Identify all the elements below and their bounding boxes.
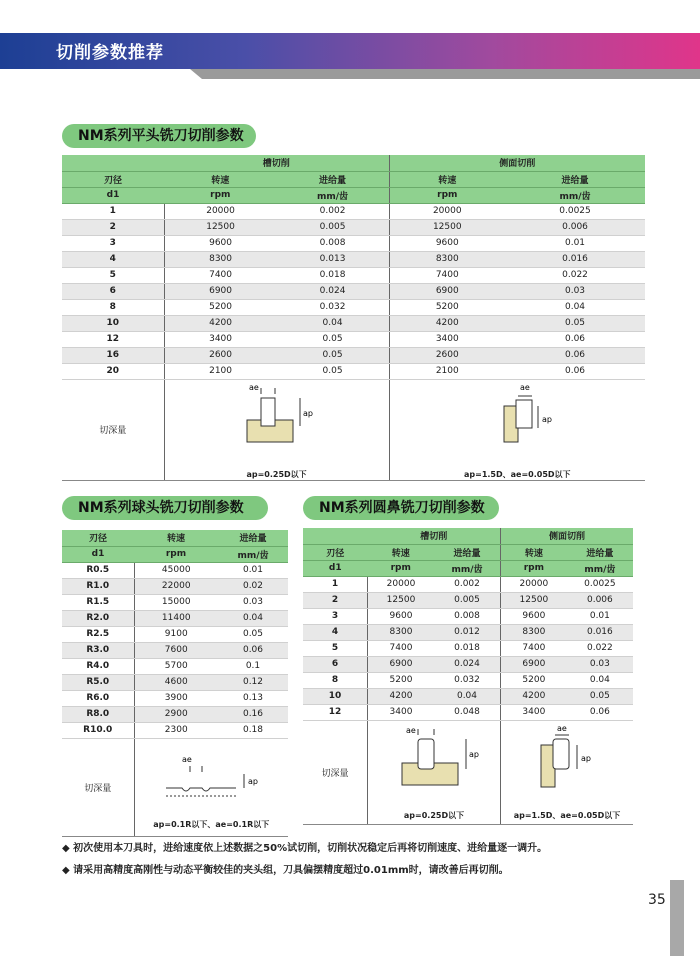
flat-diameter-cell: 12 xyxy=(62,331,164,347)
flat-value-cell: 3400 xyxy=(164,331,277,347)
ball-table-row xyxy=(62,594,288,610)
corner-col-feed-2: 进给量 xyxy=(567,544,633,560)
corner-value-cell: 5200 xyxy=(368,672,435,688)
corner-side-caption: ap=1.5D、ae=0.05D以下 xyxy=(513,811,621,820)
flat-value-cell: 0.0025 xyxy=(505,203,645,219)
corner-group-side: 侧面切削 xyxy=(501,528,634,544)
svg-text:ae: ae xyxy=(406,726,416,735)
svg-text:ap: ap xyxy=(542,414,553,424)
ball-diameter-cell: R2.5 xyxy=(62,626,134,642)
corner-value-cell: 4200 xyxy=(501,688,567,704)
ball-table-row xyxy=(62,642,288,658)
corner-depth-label: 切深量 xyxy=(303,720,368,824)
flat-value-cell: 0.032 xyxy=(277,299,390,315)
ball-diameter-cell: R8.0 xyxy=(62,706,134,722)
corner-col-feed-unit-2: mm/齿 xyxy=(567,560,633,576)
corner-value-cell: 12500 xyxy=(501,592,567,608)
flat-col-dia: 刃径 xyxy=(62,171,164,187)
svg-text:ap: ap xyxy=(469,750,479,759)
flat-value-cell: 4200 xyxy=(389,315,505,331)
ball-diameter-cell: R1.5 xyxy=(62,594,134,610)
svg-text:ap: ap xyxy=(302,408,313,418)
ball-value-cell: 2300 xyxy=(134,722,218,738)
flat-diameter-cell: 5 xyxy=(62,267,164,283)
corner-diameter-cell: 12 xyxy=(303,704,368,720)
corner-value-cell: 12500 xyxy=(368,592,435,608)
flat-col-speed-unit: rpm xyxy=(164,187,277,203)
corner-table-row xyxy=(303,688,633,704)
ball-col-dia: 刃径 xyxy=(62,530,134,546)
svg-text:ap: ap xyxy=(581,754,591,763)
corner-value-cell: 0.04 xyxy=(434,688,501,704)
flat-value-cell: 0.016 xyxy=(505,251,645,267)
ball-col-speed: 转速 xyxy=(134,530,218,546)
ball-value-cell: 0.13 xyxy=(218,690,288,706)
corner-value-cell: 0.008 xyxy=(434,608,501,624)
corner-col-speed: 转速 xyxy=(368,544,435,560)
flat-diameter-cell: 16 xyxy=(62,347,164,363)
flat-value-cell: 7400 xyxy=(389,267,505,283)
corner-value-cell: 6900 xyxy=(501,656,567,672)
flat-diameter-cell: 10 xyxy=(62,315,164,331)
ball-diameter-cell: R2.0 xyxy=(62,610,134,626)
flat-diameter-cell: 4 xyxy=(62,251,164,267)
corner-diameter-cell: 8 xyxy=(303,672,368,688)
ball-diameter-cell: R3.0 xyxy=(62,642,134,658)
flat-table-row xyxy=(62,235,645,251)
corner-value-cell: 0.06 xyxy=(567,704,633,720)
ball-diameter-cell: R10.0 xyxy=(62,722,134,738)
ball-diameter-cell: R6.0 xyxy=(62,690,134,706)
corner-table-row xyxy=(303,704,633,720)
ball-table-row xyxy=(62,658,288,674)
ball-section-title: NM系列球头铣刀切削参数 xyxy=(62,496,268,520)
note-1: ◆ 初次使用本刀具时，进给速度依上述数据之50%试切削，切削状况稳定后再将切削速度、进给量逐一调升。 xyxy=(62,843,548,854)
flat-table-row xyxy=(62,251,645,267)
corner-value-cell: 0.03 xyxy=(567,656,633,672)
flat-col-speed: 转速 xyxy=(164,171,277,187)
corner-value-cell: 0.032 xyxy=(434,672,501,688)
corner-value-cell: 0.0025 xyxy=(567,576,633,592)
flat-table-row xyxy=(62,363,645,379)
flat-value-cell: 7400 xyxy=(164,267,277,283)
ball-diagram xyxy=(136,744,286,816)
corner-value-cell: 0.05 xyxy=(567,688,633,704)
page-tab-bar xyxy=(670,880,684,956)
flat-value-cell: 0.05 xyxy=(505,315,645,331)
flat-diameter-cell: 1 xyxy=(62,203,164,219)
flat-table-row xyxy=(62,203,645,219)
corner-side-diagram xyxy=(501,723,633,807)
flat-value-cell: 6900 xyxy=(164,283,277,299)
corner-value-cell: 8300 xyxy=(368,624,435,640)
flat-value-cell: 0.006 xyxy=(505,219,645,235)
flat-value-cell: 20000 xyxy=(389,203,505,219)
ball-value-cell: 2900 xyxy=(134,706,218,722)
corner-value-cell: 6900 xyxy=(368,656,435,672)
flat-depth-label: 切深量 xyxy=(62,379,164,480)
banner-title: 切削参数推荐 xyxy=(56,43,164,63)
flat-col-feed-unit: mm/齿 xyxy=(277,187,390,203)
corner-value-cell: 7400 xyxy=(501,640,567,656)
corner-diameter-cell: 10 xyxy=(303,688,368,704)
flat-value-cell: 0.013 xyxy=(277,251,390,267)
flat-col-feed: 进给量 xyxy=(277,171,390,187)
corner-diameter-cell: 1 xyxy=(303,576,368,592)
flat-value-cell: 8300 xyxy=(389,251,505,267)
flat-value-cell: 2600 xyxy=(164,347,277,363)
flat-table-row xyxy=(62,283,645,299)
ball-value-cell: 0.06 xyxy=(218,642,288,658)
flat-value-cell: 12500 xyxy=(164,219,277,235)
corner-value-cell: 0.016 xyxy=(567,624,633,640)
ball-param-table xyxy=(62,530,288,837)
flat-value-cell: 0.06 xyxy=(505,347,645,363)
corner-table-row xyxy=(303,624,633,640)
ball-value-cell: 15000 xyxy=(134,594,218,610)
ball-col-speed-unit: rpm xyxy=(134,546,218,562)
corner-table-row xyxy=(303,592,633,608)
ball-value-cell: 0.05 xyxy=(218,626,288,642)
corner-value-cell: 0.022 xyxy=(567,640,633,656)
flat-value-cell: 4200 xyxy=(164,315,277,331)
flat-col-dia-unit: d1 xyxy=(62,187,164,203)
ball-value-cell: 9100 xyxy=(134,626,218,642)
corner-table-row xyxy=(303,576,633,592)
corner-col-speed-2: 转速 xyxy=(501,544,567,560)
flat-value-cell: 12500 xyxy=(389,219,505,235)
corner-table-row xyxy=(303,656,633,672)
ball-value-cell: 0.18 xyxy=(218,722,288,738)
corner-value-cell: 5200 xyxy=(501,672,567,688)
flat-value-cell: 5200 xyxy=(389,299,505,315)
flat-group-side: 侧面切削 xyxy=(389,155,645,171)
corner-col-dia: 刃径 xyxy=(303,544,368,560)
corner-slot-caption: ap=0.25D以下 xyxy=(403,811,465,820)
note-2: ◆ 请采用高精度高刚性与动态平衡较佳的夹头组，刀具偏摆精度超过0.01mm时，请改善后再切削。 xyxy=(62,865,509,876)
flat-value-cell: 2600 xyxy=(389,347,505,363)
ball-depth-label: 切深量 xyxy=(62,738,134,836)
corner-col-feed-unit: mm/齿 xyxy=(434,560,501,576)
corner-col-speed-unit: rpm xyxy=(368,560,435,576)
ball-value-cell: 11400 xyxy=(134,610,218,626)
corner-value-cell: 3400 xyxy=(368,704,435,720)
flat-value-cell: 2100 xyxy=(164,363,277,379)
corner-value-cell: 0.002 xyxy=(434,576,501,592)
flat-group-slot: 槽切削 xyxy=(164,155,389,171)
corner-param-table xyxy=(303,528,633,825)
flat-value-cell: 0.04 xyxy=(277,315,390,331)
ball-value-cell: 7600 xyxy=(134,642,218,658)
flat-value-cell: 0.04 xyxy=(505,299,645,315)
corner-section-title: NM系列圆鼻铣刀切削参数 xyxy=(303,496,499,520)
corner-diameter-cell: 4 xyxy=(303,624,368,640)
flat-table-row xyxy=(62,315,645,331)
flat-slot-diagram xyxy=(165,380,389,472)
corner-value-cell: 0.048 xyxy=(434,704,501,720)
flat-table-row xyxy=(62,347,645,363)
ball-table-row xyxy=(62,578,288,594)
corner-table-row xyxy=(303,640,633,656)
ball-value-cell: 0.03 xyxy=(218,594,288,610)
ball-col-feed: 进给量 xyxy=(218,530,288,546)
flat-value-cell: 0.024 xyxy=(277,283,390,299)
ball-value-cell: 0.12 xyxy=(218,674,288,690)
flat-col-speed-2: 转速 xyxy=(389,171,505,187)
ball-diameter-cell: R5.0 xyxy=(62,674,134,690)
ball-value-cell: 0.16 xyxy=(218,706,288,722)
flat-value-cell: 0.05 xyxy=(277,331,390,347)
corner-diameter-cell: 3 xyxy=(303,608,368,624)
flat-diameter-cell: 8 xyxy=(62,299,164,315)
corner-col-dia-unit: d1 xyxy=(303,560,368,576)
flat-value-cell: 0.002 xyxy=(277,203,390,219)
corner-value-cell: 8300 xyxy=(501,624,567,640)
corner-value-cell: 0.024 xyxy=(434,656,501,672)
ball-table-row xyxy=(62,722,288,738)
svg-text:ap: ap xyxy=(248,777,259,786)
corner-value-cell: 20000 xyxy=(368,576,435,592)
flat-side-caption: ap=1.5D、ae=0.05D以下 xyxy=(464,469,571,479)
flat-value-cell: 0.008 xyxy=(277,235,390,251)
corner-value-cell: 9600 xyxy=(368,608,435,624)
ball-value-cell: 0.02 xyxy=(218,578,288,594)
corner-table-row xyxy=(303,608,633,624)
flat-diameter-cell: 20 xyxy=(62,363,164,379)
flat-value-cell: 9600 xyxy=(389,235,505,251)
flat-table-row xyxy=(62,219,645,235)
corner-slot-diagram xyxy=(368,723,500,807)
corner-table-row xyxy=(303,672,633,688)
ball-value-cell: 22000 xyxy=(134,578,218,594)
corner-value-cell: 0.04 xyxy=(567,672,633,688)
ball-col-dia-unit: d1 xyxy=(62,546,134,562)
flat-value-cell: 20000 xyxy=(164,203,277,219)
flat-section-title: NM系列平头铣刀切削参数 xyxy=(62,124,256,148)
corner-value-cell: 20000 xyxy=(501,576,567,592)
svg-text:ae: ae xyxy=(557,724,567,733)
corner-value-cell: 3400 xyxy=(501,704,567,720)
corner-group-slot: 槽切削 xyxy=(368,528,501,544)
flat-value-cell: 0.018 xyxy=(277,267,390,283)
ball-value-cell: 4600 xyxy=(134,674,218,690)
flat-value-cell: 0.01 xyxy=(505,235,645,251)
corner-diameter-cell: 2 xyxy=(303,592,368,608)
flat-value-cell: 2100 xyxy=(389,363,505,379)
ball-diameter-cell: R4.0 xyxy=(62,658,134,674)
flat-value-cell: 3400 xyxy=(389,331,505,347)
ball-value-cell: 0.01 xyxy=(218,562,288,578)
banner-stripe xyxy=(190,69,700,79)
flat-side-diagram xyxy=(392,380,642,472)
corner-value-cell: 9600 xyxy=(501,608,567,624)
flat-value-cell: 0.022 xyxy=(505,267,645,283)
flat-col-feed-2: 进给量 xyxy=(505,171,645,187)
flat-value-cell: 0.05 xyxy=(277,363,390,379)
corner-diameter-cell: 6 xyxy=(303,656,368,672)
flat-value-cell: 8300 xyxy=(164,251,277,267)
flat-slot-caption: ap=0.25D以下 xyxy=(246,469,307,479)
flat-value-cell: 0.05 xyxy=(277,347,390,363)
corner-value-cell: 0.005 xyxy=(434,592,501,608)
flat-value-cell: 0.06 xyxy=(505,331,645,347)
ball-table-row xyxy=(62,610,288,626)
corner-value-cell: 0.01 xyxy=(567,608,633,624)
ball-value-cell: 0.1 xyxy=(218,658,288,674)
ball-table-row xyxy=(62,706,288,722)
flat-value-cell: 5200 xyxy=(164,299,277,315)
flat-value-cell: 0.03 xyxy=(505,283,645,299)
corner-diameter-cell: 5 xyxy=(303,640,368,656)
ball-value-cell: 45000 xyxy=(134,562,218,578)
ball-diameter-cell: R0.5 xyxy=(62,562,134,578)
corner-value-cell: 7400 xyxy=(368,640,435,656)
flat-value-cell: 0.06 xyxy=(505,363,645,379)
corner-value-cell: 0.012 xyxy=(434,624,501,640)
ball-table-row xyxy=(62,626,288,642)
flat-value-cell: 0.005 xyxy=(277,219,390,235)
flat-col-feed-unit-2: mm/齿 xyxy=(505,187,645,203)
ball-caption: ap=0.1R以下、ae=0.1R以下 xyxy=(153,820,270,829)
ball-value-cell: 5700 xyxy=(134,658,218,674)
flat-diameter-cell: 3 xyxy=(62,235,164,251)
corner-value-cell: 4200 xyxy=(368,688,435,704)
ball-table-row xyxy=(62,690,288,706)
ball-col-feed-unit: mm/齿 xyxy=(218,546,288,562)
flat-diameter-cell: 6 xyxy=(62,283,164,299)
corner-col-feed: 进给量 xyxy=(434,544,501,560)
flat-value-cell: 9600 xyxy=(164,235,277,251)
flat-table-row xyxy=(62,299,645,315)
flat-value-cell: 6900 xyxy=(389,283,505,299)
svg-text:ae: ae xyxy=(182,755,193,764)
ball-value-cell: 3900 xyxy=(134,690,218,706)
flat-diameter-cell: 2 xyxy=(62,219,164,235)
svg-text:ae: ae xyxy=(520,382,531,392)
flat-col-speed-unit-2: rpm xyxy=(389,187,505,203)
ball-diameter-cell: R1.0 xyxy=(62,578,134,594)
ball-value-cell: 0.04 xyxy=(218,610,288,626)
flat-param-table xyxy=(62,155,645,481)
corner-col-speed-unit-2: rpm xyxy=(501,560,567,576)
corner-value-cell: 0.018 xyxy=(434,640,501,656)
flat-table-row xyxy=(62,331,645,347)
corner-value-cell: 0.006 xyxy=(567,592,633,608)
flat-table-row xyxy=(62,267,645,283)
ball-table-row xyxy=(62,674,288,690)
page-number: 35 xyxy=(648,892,666,908)
svg-text:ae: ae xyxy=(248,382,259,392)
ball-table-row xyxy=(62,562,288,578)
